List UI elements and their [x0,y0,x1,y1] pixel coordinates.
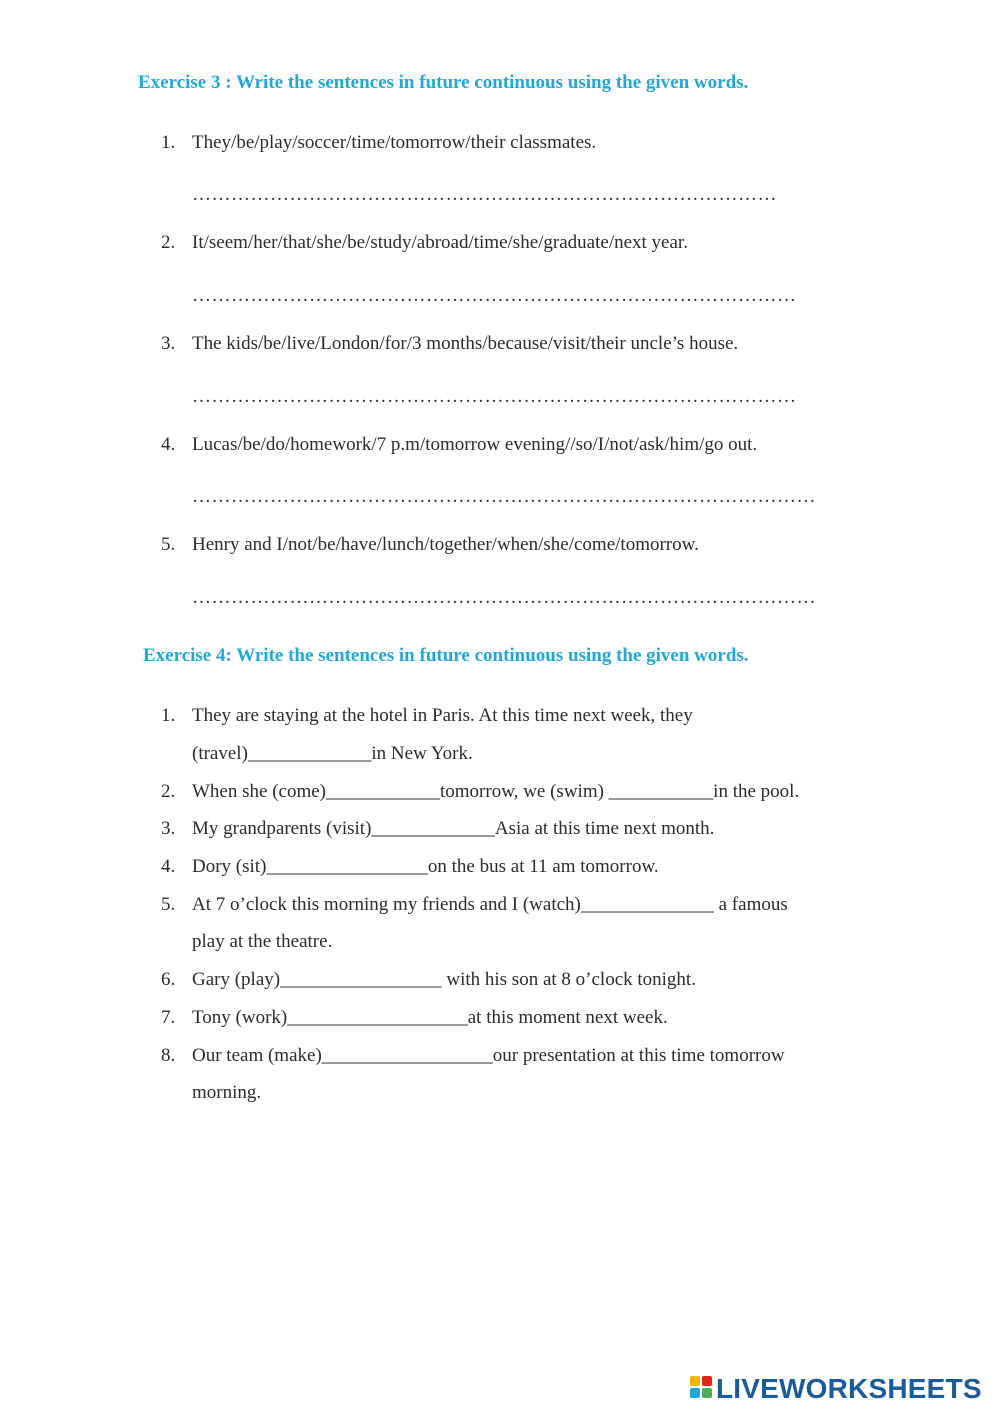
answer-line-3[interactable]: ………………………………………………………………………………… [192,386,797,407]
item-line-1: They are staying at the hotel in Paris. At this time next week, they [192,705,693,726]
item-line-2: morning. [192,1082,262,1103]
item-number: 1. [161,132,176,153]
exercise3-title: Exercise 3 : Write the sentences in future continuous using the given words. [138,72,749,93]
prompt-words: Henry and I/not/be/have/lunch/together/when/she/come/tomorrow. [192,534,699,555]
item-line-1[interactable]: Dory (sit)_________________on the bus at 11 am tomorrow. [192,856,659,877]
answer-line-2[interactable]: ………………………………………………………………………………… [192,285,797,306]
prompt-words: Lucas/be/do/homework/7 p.m/tomorrow evening//so/I/not/ask/him/go out. [192,434,758,455]
item-number: 8. [161,1045,176,1066]
item-number: 5. [161,894,176,915]
liveworksheets-icon [690,1376,714,1402]
prompt-words: It/seem/her/that/she/be/study/abroad/time/she/graduate/next year. [192,232,688,253]
item-line-1[interactable]: Gary (play)_________________ with his son at 8 o’clock tonight. [192,969,696,990]
item-number: 4. [161,434,176,455]
item-number: 5. [161,534,176,555]
item-line-1[interactable]: When she (come)____________tomorrow, we (swim) ___________in the pool. [192,781,800,802]
item-line-1[interactable]: At 7 o’clock this morning my friends and I (watch)______________ a famous [192,894,788,915]
item-number: 3. [161,333,176,354]
item-number: 4. [161,856,176,877]
item-number: 7. [161,1007,176,1028]
item-number: 2. [161,232,176,253]
liveworksheets-wordmark: LIVEWORKSHEETS [716,1373,982,1404]
item-number: 6. [161,969,176,990]
item-number: 2. [161,781,176,802]
item-line-1[interactable]: Our team (make)__________________our presentation at this time tomorrow [192,1045,785,1066]
item-line-2[interactable]: (travel)_____________in New York. [192,743,473,764]
prompt-words: The kids/be/live/London/for/3 months/because/visit/their uncle’s house. [192,333,739,354]
liveworksheets-logo[interactable] [690,1374,982,1404]
prompt-words: They/be/play/soccer/time/tomorrow/their classmates. [192,132,597,153]
item-number: 1. [161,705,176,726]
item-line-1[interactable]: My grandparents (visit)_____________Asia at this time next month. [192,818,715,839]
answer-line-1[interactable]: ……………………………………………………………………………… [192,184,777,205]
exercise4-title: Exercise 4: Write the sentences in future continuous using the given words. [143,645,749,666]
answer-line-4[interactable]: …………………………………………………………………………………… [192,486,816,507]
answer-line-5[interactable]: …………………………………………………………………………………… [192,587,816,608]
item-line-2: play at the theatre. [192,931,333,952]
item-number: 3. [161,818,176,839]
item-line-1[interactable]: Tony (work)___________________at this moment next week. [192,1007,668,1028]
